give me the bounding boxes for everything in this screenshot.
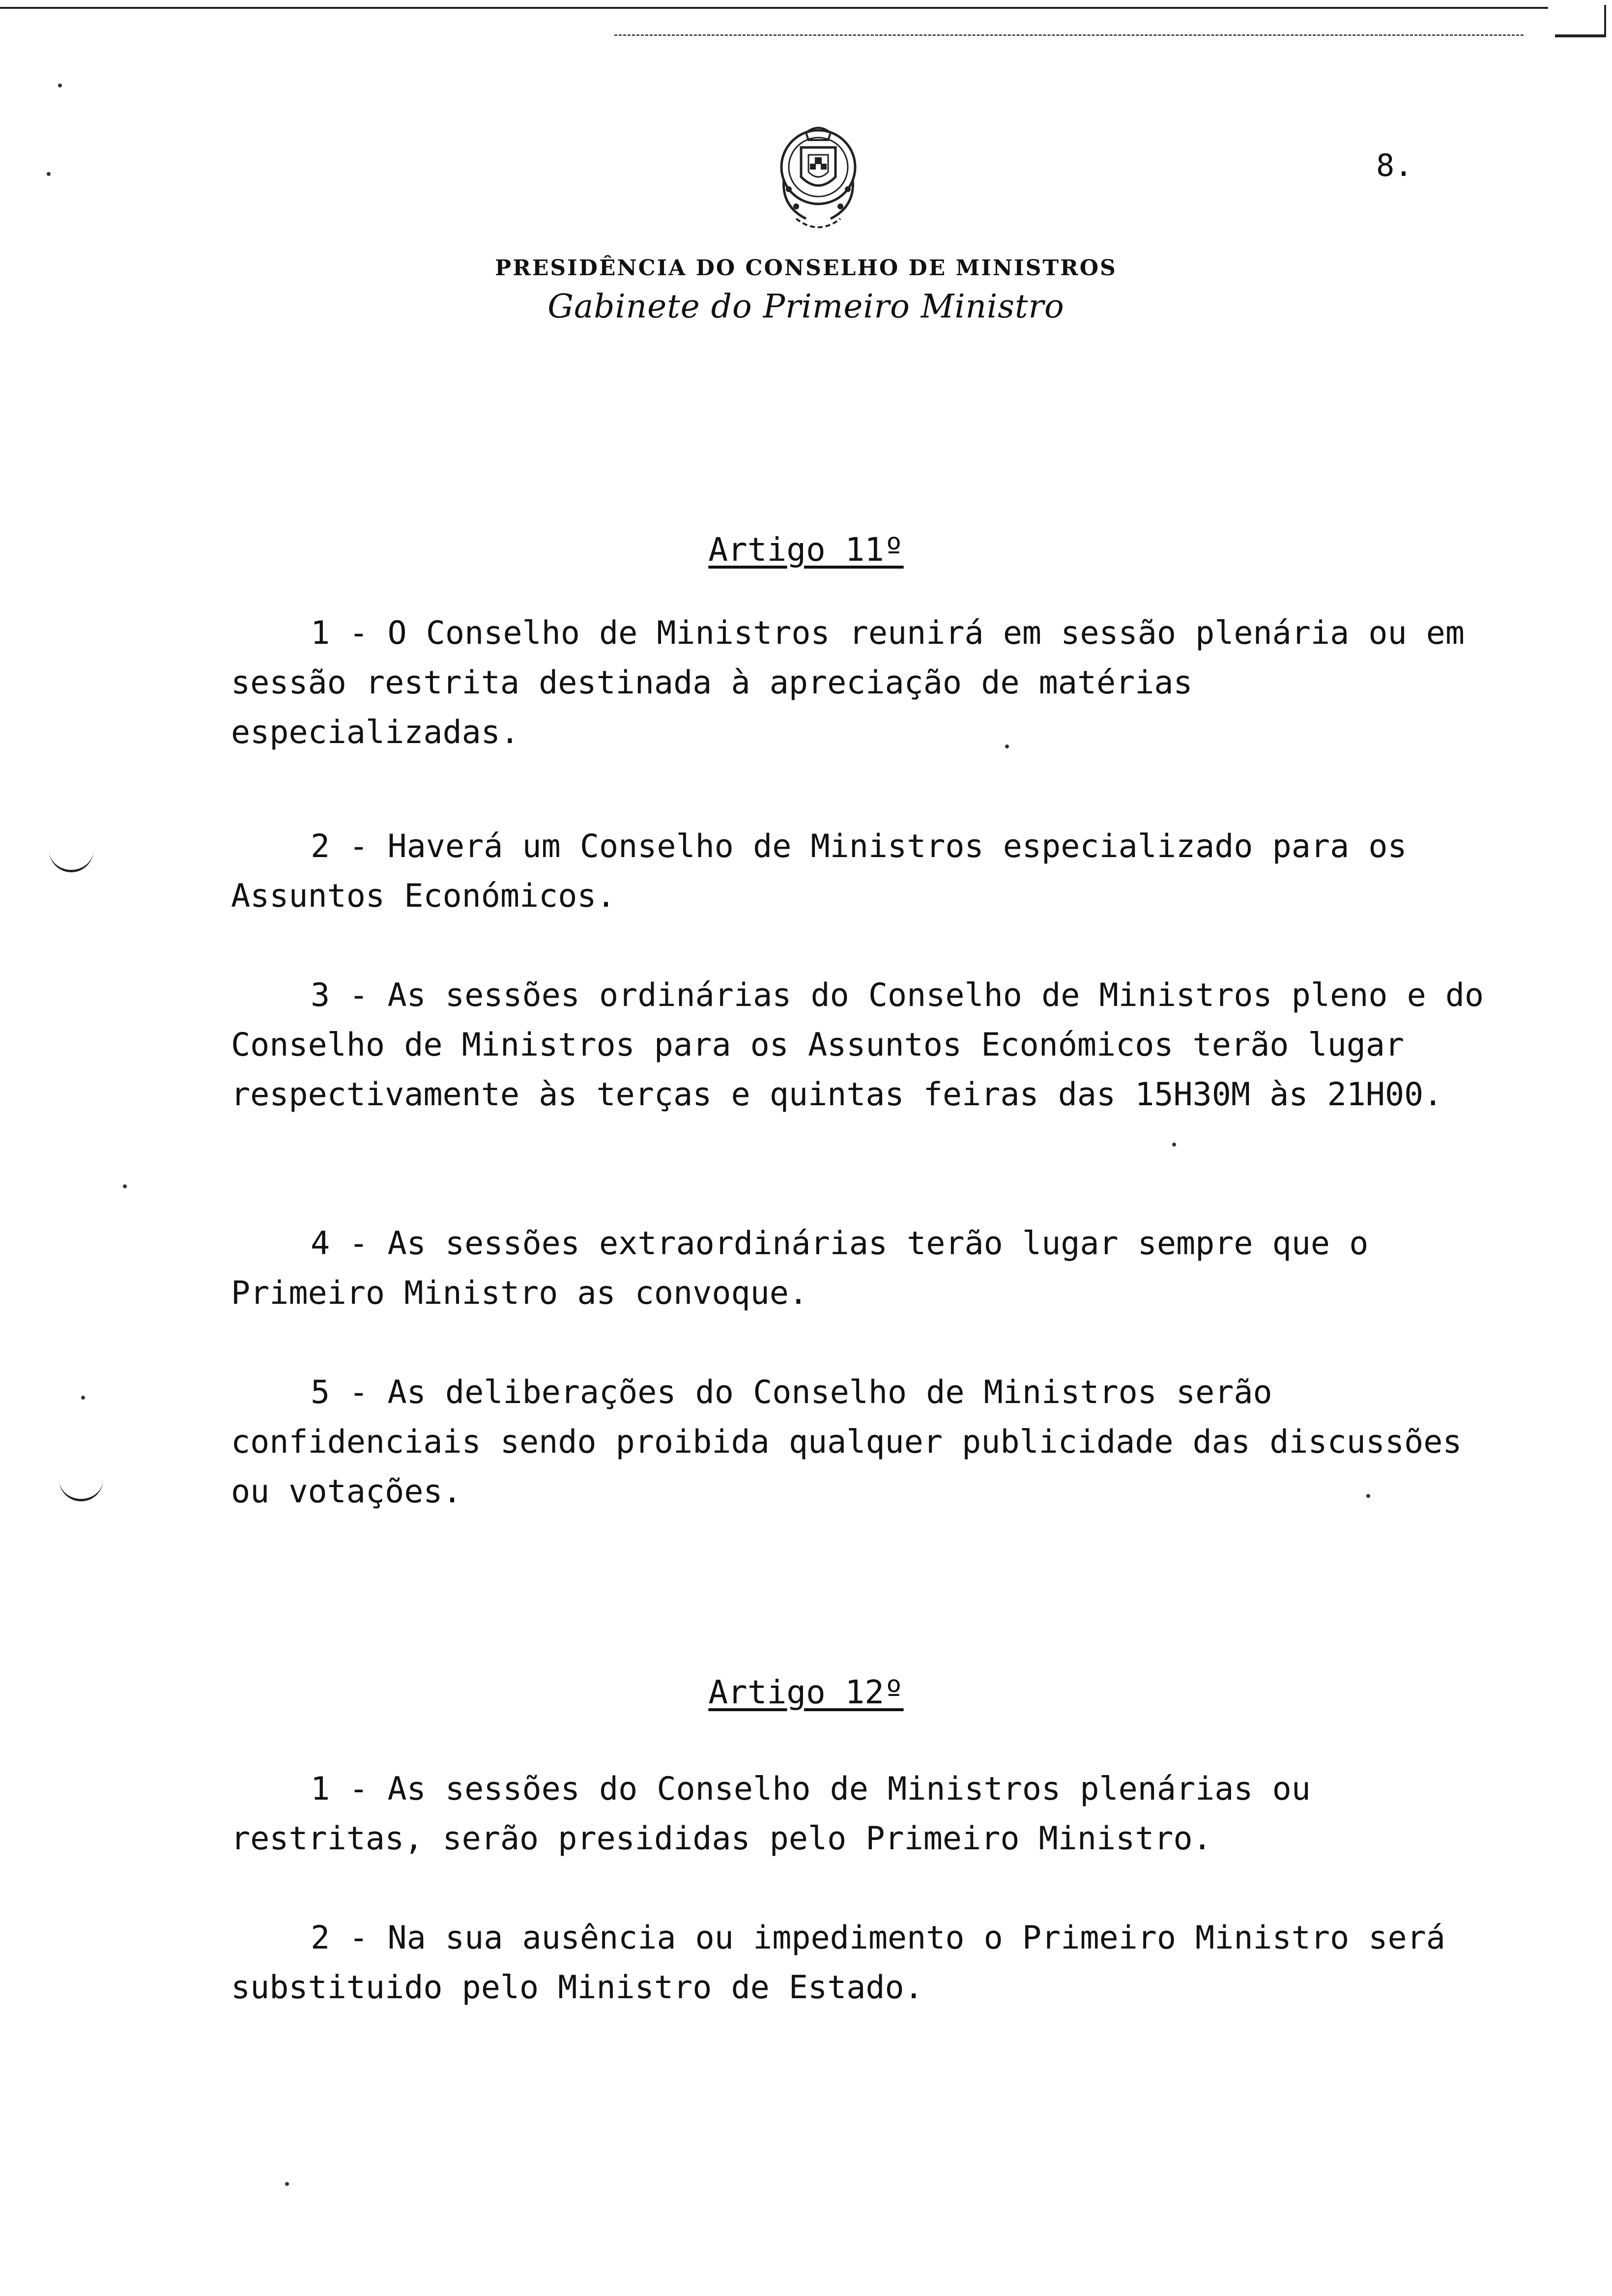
scan-speck xyxy=(1172,1143,1176,1147)
scan-speck xyxy=(285,2182,289,2186)
top-border-line xyxy=(0,7,1548,9)
article-11-paragraph-4: 4 - As sessões extraordinárias terão lugar sempre que o Primeiro Ministro as convoque. xyxy=(231,1225,1369,1312)
coat-of-arms-icon xyxy=(767,120,870,238)
page-number: 8. xyxy=(1376,147,1413,183)
article-11-paragraph-1: 1 - O Conselho de Ministros reunirá em sessão plenária ou em sessão restrita destinada à apreciação de matérias especializadas. xyxy=(231,615,1465,751)
punch-hole-mark xyxy=(59,1477,103,1501)
article-12-heading: Artigo 12º xyxy=(708,1673,904,1711)
article-12-paragraph-2: 2 - Na sua ausência ou impedimento o Primeiro Ministro será substituido pelo Ministro de Estado. xyxy=(231,1920,1445,2006)
office-subtitle: Gabinete do Primeiro Ministro xyxy=(547,287,1065,325)
office-title: PRESIDÊNCIA DO CONSELHO DE MINISTROS xyxy=(495,256,1117,281)
corner-mark xyxy=(1555,5,1606,37)
article-11-paragraph-5: 5 - As deliberações do Conselho de Ministros serão confidenciais sendo proibida qualquer publicidade das discussões ou votações. xyxy=(231,1374,1462,1510)
punch-hole-mark xyxy=(49,848,93,872)
scan-speck xyxy=(81,1396,85,1400)
article-11-paragraph-2: 2 - Haverá um Conselho de Ministros especializado para os Assuntos Económicos. xyxy=(231,828,1407,915)
article-11-paragraph-3: 3 - As sessões ordinárias do Conselho de Ministros pleno e do Conselho de Ministros para os Assuntos Económicos terão lugar respectivamente às terças e quintas feiras das 15H30M às 21H00. xyxy=(231,977,1484,1113)
scan-speck xyxy=(58,84,62,87)
scan-speck xyxy=(1005,745,1009,748)
scan-speck xyxy=(123,1184,127,1188)
scan-speck xyxy=(1366,1494,1370,1498)
article-11-heading: Artigo 11º xyxy=(708,531,904,569)
top-dotted-line xyxy=(614,34,1524,36)
scan-speck xyxy=(47,172,51,176)
article-12-paragraph-1: 1 - As sessões do Conselho de Ministros plenárias ou restritas, serão presididas pelo Primeiro Ministro. xyxy=(231,1771,1311,1857)
